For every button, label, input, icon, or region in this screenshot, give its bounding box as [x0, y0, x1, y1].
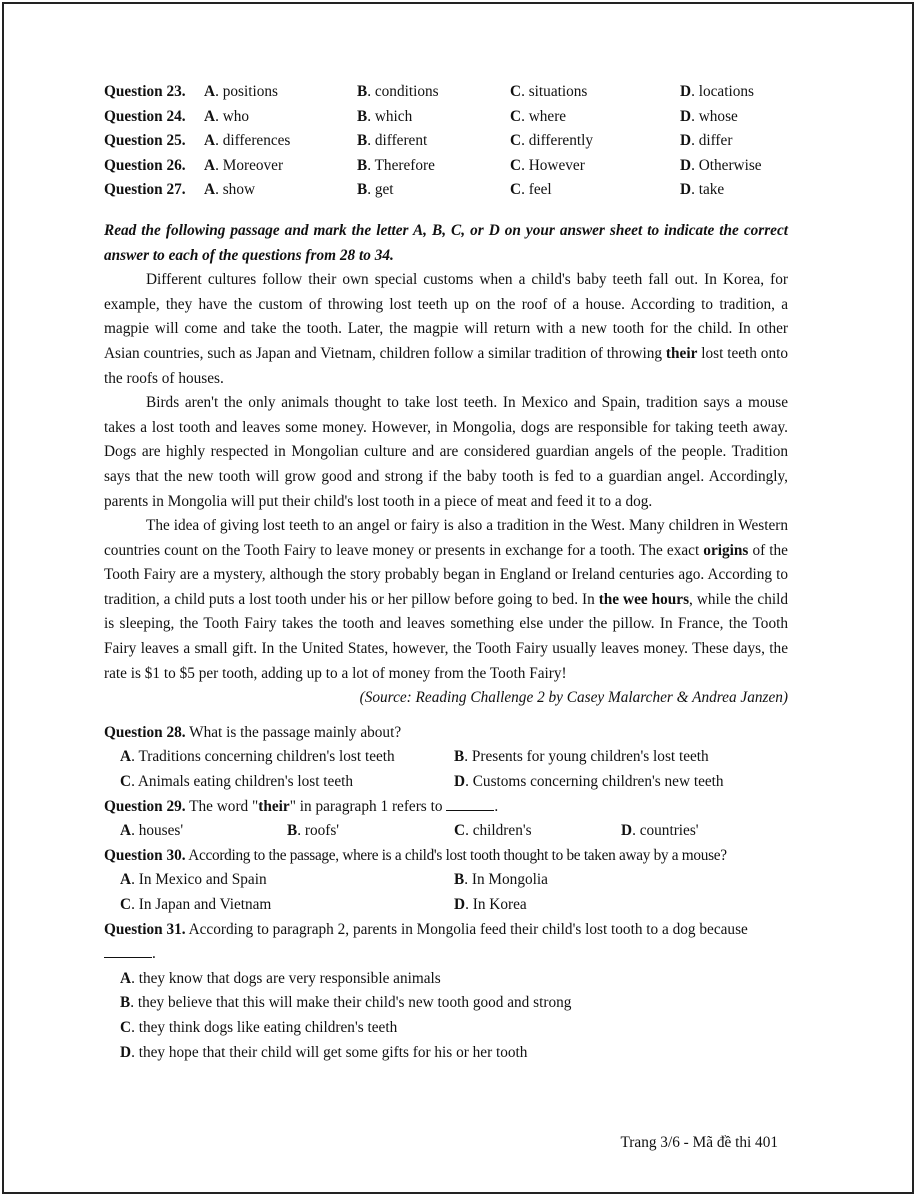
answer-d: D. Customs concerning children's new teeth: [454, 773, 724, 791]
answer-row: [104, 819, 788, 844]
answer-d: D. In Korea: [454, 896, 527, 913]
options-row-26: [104, 154, 788, 179]
option-a: A. who: [204, 107, 250, 125]
answer-c: C. In Japan and Vietnam: [120, 896, 272, 913]
page-footer: Trang 3/6 - Mã đề thi 401: [620, 1134, 778, 1151]
page-content: [104, 80, 788, 1065]
passage-paragraph-2: Birds aren't the only animals thought to take lost teeth. In Mexico and Spain, tradition says a mouse takes a lost tooth and leaves some money. However, in Mongolia, dogs are responsible for taking teeth away. Dogs are highly respected in Mongolian culture and are considered guardian angels of the people. Tradition says that the new tooth will grow good and strong if the baby tooth is fed to a guardian angel. Accordingly, parents in Mongolia will put their child's lost tooth in a piece of meat and feed it to a dog.: [104, 394, 788, 510]
exam-page: [2, 2, 914, 1194]
question-text: What is the passage mainly about?: [185, 723, 402, 741]
answer-row: [104, 770, 788, 795]
answer-row: [104, 745, 788, 770]
options-row-25: [104, 129, 788, 154]
answer-a: A. houses': [120, 822, 184, 840]
option-c: C. situations: [510, 83, 588, 100]
question-text: According to the passage, where is a child's lost tooth thought to be taken away by a mouse?: [185, 846, 727, 864]
option-d: D. take: [680, 181, 725, 199]
option-a: A. positions: [204, 83, 278, 100]
answer-blank: [446, 798, 494, 811]
answer-b: B. Presents for young children's lost teeth: [454, 748, 709, 766]
answer-b: B. they believe that this will make their child's new tooth good and strong: [120, 994, 572, 1012]
option-c: C. feel: [510, 181, 552, 199]
options-row-27: [104, 178, 788, 203]
option-d: D. locations: [680, 83, 754, 100]
option-b: B. which: [357, 107, 413, 125]
answer-row: [104, 893, 788, 918]
option-a: A. Moreover: [204, 156, 284, 174]
question-label: Question 27.: [104, 181, 186, 199]
answer-b: B. In Mongolia: [454, 871, 548, 889]
passage-paragraph-1: Different cultures follow their own special customs when a child's baby teeth fall out. In Korea, for example, they have the custom of throwing lost teeth up on the roof of a house. According to tradition, a magpie will come and take the tooth. Later, the magpie will return with a new tooth for the child. In other Asian countries, such as Japan and Vietnam, children follow a similar tradition of throwing their lost teeth onto the roofs of houses.: [104, 271, 788, 387]
options-row-24: [104, 105, 788, 130]
option-b: B. get: [357, 181, 394, 199]
answer-row: [104, 868, 788, 893]
answer-b: B. roofs': [287, 822, 340, 840]
option-d: D. Otherwise: [680, 156, 762, 174]
option-c: C. differently: [510, 132, 593, 150]
answer-c: C. they think dogs like eating children's teeth: [120, 1018, 398, 1036]
option-c: C. However: [510, 156, 585, 174]
answer-a: A. In Mexico and Spain: [120, 871, 267, 889]
passage-paragraph-3: The idea of giving lost teeth to an angel or fairy is also a tradition in the West. Many children in Western countries count on the Tooth Fairy to leave money or presents in exchange for a tooth. The exact origins of the Tooth Fairy are a mystery, although the story probably began in England or Ireland centuries ago. According to tradition, a child puts a lost tooth under his or her pillow before going to bed. In the wee hours, while the child is sleeping, the Tooth Fairy takes the tooth and leaves something else under the pillow. In France, the Tooth Fairy leaves a small gift. In the United States, however, the Tooth Fairy usually leaves money. These days, the rate is $1 to $5 per tooth, adding up to a lot of money from the Tooth Fairy!: [104, 517, 788, 682]
answer-c: C. children's: [454, 822, 532, 840]
option-a: A. differences: [204, 132, 291, 150]
answer-c: C. Animals eating children's lost teeth: [120, 773, 354, 791]
question-number: Question 29.: [104, 797, 186, 815]
question-number: Question 28.: [104, 723, 186, 741]
option-c: C. where: [510, 107, 567, 125]
reading-passage: [104, 268, 788, 711]
answer-a: A. they know that dogs are very responsible animals: [120, 969, 441, 987]
answer-d: D. countries': [621, 822, 699, 840]
answer-d: D. they hope that their child will get some gifts for his or her tooth: [120, 1043, 528, 1061]
reading-instruction: Read the following passage and mark the letter A, B, C, or D on your answer sheet to indicate the correct answer to each of the questions from 28 to 34.: [104, 221, 788, 264]
question-label: Question 24.: [104, 107, 186, 125]
option-a: A. show: [204, 181, 256, 199]
options-row-23: [104, 80, 788, 105]
question-31: Question 31. According to paragraph 2, parents in Mongolia feed their child's lost tooth to a dog because .: [104, 920, 748, 963]
options-table: [104, 80, 788, 203]
answer-blank: [104, 945, 152, 958]
question-number: Question 31.: [104, 920, 186, 938]
option-d: D. differ: [680, 132, 733, 150]
option-b: B. Therefore: [357, 156, 435, 174]
question-number: Question 30.: [104, 846, 186, 864]
question-label: Question 26.: [104, 156, 186, 174]
option-b: B. different: [357, 132, 428, 150]
question-label: Question 23.: [104, 83, 186, 100]
passage-source: (Source: Reading Challenge 2 by Casey Malarcher & Andrea Janzen): [359, 689, 788, 707]
option-b: B. conditions: [357, 83, 439, 100]
question-30: [104, 844, 788, 869]
option-d: D. whose: [680, 107, 738, 125]
answer-a: A. Traditions concerning children's lost teeth: [120, 748, 395, 766]
question-label: Question 25.: [104, 132, 186, 150]
question-29: Question 29. The word "their" in paragraph 1 refers to .: [104, 797, 499, 815]
question-28: [104, 721, 788, 746]
